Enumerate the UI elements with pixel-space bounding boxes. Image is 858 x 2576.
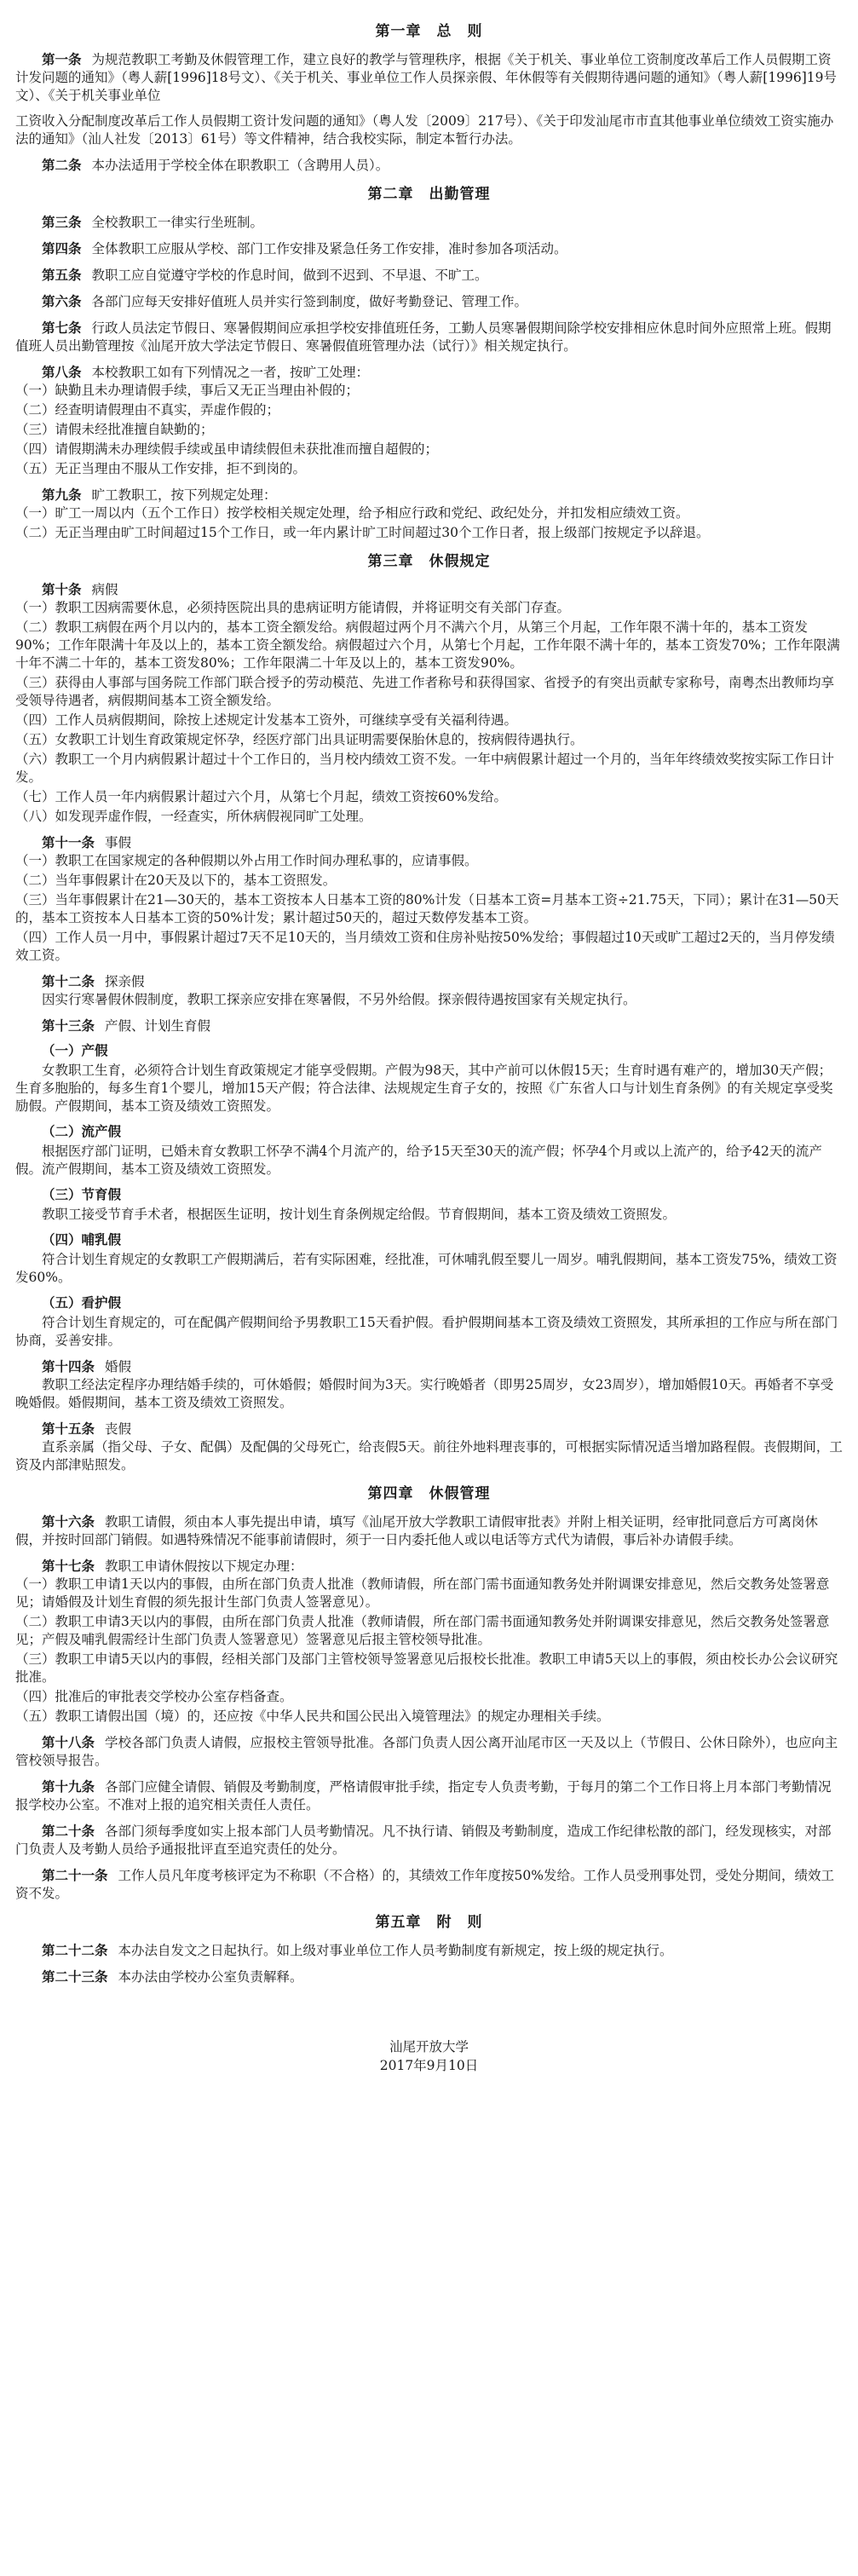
article [15, 319, 843, 355]
list-item: （二）教职工病假在两个月以内的，基本工资全额发给。病假超过两个月不满六个月，从第三个月起，工作年限不满十年的，基本工资发90%；工作年限满十年及以上的，基本工资全额发给。病假超过六个月，从第七个月起，工作年限不满十年的，基本工资发70%；工作年限满十年不满二十年的，基本工资发80%；工作年限满二十年及以上的，基本工资发90%。 [15, 620, 840, 671]
article [15, 972, 843, 1009]
article-number: 第八条 [42, 364, 82, 380]
section-text: 符合计划生育规定的女教职工产假期满后，若有实际困难，经批准，可休哺乳假至婴儿一周岁。哺乳假期间，基本工资发75%，绩效工资发60%。 [15, 1252, 838, 1285]
list-item: （四）批准后的审批表交学校办公室存档备查。 [15, 1689, 293, 1704]
article-number: 第二条 [42, 157, 82, 173]
article [15, 1778, 843, 1814]
article-text: 本校教职工如有下列情况之一者，按旷工处理： [91, 365, 370, 380]
signature-block [15, 2037, 843, 2075]
article-number: 第二十三条 [42, 1968, 108, 1985]
article-number: 第五条 [42, 267, 82, 283]
list-item: （八）如发现弄虚作假，一经查实，所休病假视同旷工处理。 [15, 809, 372, 824]
list-item: （二）无正当理由旷工时间超过15个工作日，或一年内累计旷工时间超过30个工作日者，报上级部门按规定予以辞退。 [15, 525, 710, 540]
section-heading: （五）看护假 [42, 1294, 122, 1311]
article [15, 266, 843, 285]
list-item: （三）教职工申请5天以内的事假，经相关部门及部门主管校领导签署意见后报校长批准。教职工申请5天以上的事假，须由校长办公会议研究批准。 [15, 1651, 838, 1685]
article [15, 363, 843, 478]
article-number: 第十二条 [42, 973, 95, 989]
article-number: 第十九条 [42, 1778, 95, 1795]
article [15, 292, 843, 311]
chapter-title: 第四章 休假管理 [367, 1485, 491, 1502]
article-heading: 事假 [105, 835, 132, 850]
article-text: 工作人员凡年度考核评定为不称职（不合格）的，其绩效工作年度按50%发给。工作人员受刑事处罚，受处分期间，绩效工资不发。 [15, 1868, 834, 1901]
article-text: 各部门应每天安排好值班人员并实行签到制度，做好考勤登记、管理工作。 [91, 294, 528, 309]
article-number: 第二十一条 [42, 1867, 108, 1883]
article-number: 第十条 [42, 581, 82, 597]
chapter-title: 第一章 总 则 [375, 23, 483, 40]
article [15, 1941, 843, 1960]
article-heading: 婚假 [105, 1359, 132, 1374]
article [15, 833, 843, 965]
article-text: 因实行寒暑假休假制度，教职工探亲应安排在寒暑假，不另外给假。探亲假待遇按国家有关规定执行。 [42, 992, 636, 1007]
article-text: 教职工申请休假按以下规定办理： [105, 1559, 303, 1574]
list-item: （五）无正当理由不服从工作安排，拒不到岗的。 [15, 461, 307, 476]
article [15, 486, 843, 542]
article-number: 第九条 [42, 487, 82, 503]
article-heading: 探亲假 [105, 974, 145, 989]
article [15, 1513, 843, 1549]
article-number: 第十三条 [42, 1017, 95, 1034]
list-item: （五）教职工请假出国（境）的，还应按《中华人民共和国公民出入境管理法》的规定办理相关手续。 [15, 1709, 610, 1724]
article-number: 第六条 [42, 293, 82, 309]
list-item: （六）教职工一个月内病假累计超过十个工作日的，当月校内绩效工资不发。一年中病假累计超过一个月的，当年年终绩效奖按实际工作日计发。 [15, 752, 835, 785]
article-number: 第十八条 [42, 1734, 95, 1750]
article-number: 第十七条 [42, 1558, 95, 1574]
list-item: （三）获得由人事部与国务院工作部门联合授予的劳动模范、先进工作者称号和获得国家、省授予的有突出贡献专家称号，南粤杰出教师均享受领导待遇者，病假期间基本工资全额发给。 [15, 675, 835, 708]
section-heading: （三）节育假 [42, 1186, 122, 1202]
section-heading: （一）产假 [42, 1042, 108, 1058]
article [15, 1733, 843, 1770]
article-continuation: 工资收入分配制度改革后工作人员假期工资计发问题的通知》（粤人发〔2009〕217号）、《关于印发汕尾市市直其他事业单位绩效工资实施办法的通知》（汕人社发〔2013〕61号）等文件精神，结合我校实际，制定本暂行办法。 [15, 113, 834, 147]
section-text: 女教职工生育，必须符合计划生育政策规定才能享受假期。产假为98天，其中产前可以休假15天；生育时遇有难产的，增加30天产假；生育多胞胎的，每多生育1个婴儿，增加15天产假；符合法律、法规规定生育子女的，按照《广东省人口与计划生育条例》的有关规定享受奖励假。产假期间，基本工资及绩效工资照发。 [15, 1063, 833, 1114]
article-text: 旷工教职工，按下列规定处理： [91, 487, 277, 503]
issue-date: 2017年9月10日 [379, 2058, 479, 2073]
article [15, 213, 843, 232]
list-item: （一）教职工申请1天以内的事假，由所在部门负责人批准（教师请假，所在部门需书面通知教务处并附调课安排意见，然后交教务处签署意见；请婚假及计划生育假的须先报计生部门负责人签署意见）。 [15, 1576, 830, 1610]
article-number: 第四条 [42, 240, 82, 256]
section-text: 根据医疗部门证明，已婚未育女教职工怀孕不满4个月流产的，给予15天至30天的流产假；怀孕4个月或以上流产的，给予42天的流产假。流产假期间，基本工资及绩效工资照发。 [15, 1144, 822, 1177]
article-text: 为规范教职工考勤及休假管理工作，建立良好的教学与管理秩序，根据《关于机关、事业单位工资制度改革后工作人员假期工资计发问题的通知》（粤人薪[1996]18号文）、《关于机关、事业单位工作人员探亲假、年休假等有关假期待遇问题的通知》（粤人薪[1996]19号文）、《关于机关事业单位 [15, 52, 838, 103]
list-item: （一）教职工在国家规定的各种假期以外占用工作时间办理私事的，应请事假。 [15, 853, 478, 868]
article-text: 教职工应自觉遵守学校的作息时间，做到不迟到、不早退、不旷工。 [91, 268, 488, 283]
article-number: 第十五条 [42, 1421, 95, 1437]
article-text: 本办法适用于学校全体在职教职工（含聘用人员）。 [91, 158, 389, 173]
article-number: 第十四条 [42, 1358, 95, 1374]
article-text: 行政人员法定节假日、寒暑假期间应承担学校安排值班任务，工勤人员寒暑假期间除学校安排相应休息时间外应照常上班。假期值班人员出勤管理按《汕尾开放大学法定节假日、寒暑假值班管理办法（试行）》相关规定执行。 [15, 320, 832, 354]
list-item: （二）当年事假累计在20天及以下的，基本工资照发。 [15, 873, 337, 888]
article-number: 第七条 [42, 320, 82, 336]
article-text: 直系亲属（指父母、子女、配偶）及配偶的父母死亡，给丧假5天。前往外地料理丧事的，可根据实际情况适当增加路程假。丧假期间，工资及内部津贴照发。 [15, 1439, 843, 1472]
list-item: （二）经查明请假理由不真实，弄虚作假的； [15, 402, 280, 418]
article-text: 本办法自发文之日起执行。如上级对事业单位工作人员考勤制度有新规定，按上级的规定执行。 [118, 1943, 673, 1958]
article-text: 学校各部门负责人请假，应报校主管领导批准。各部门负责人因公离开汕尾市区一天及以上（节假日、公休日除外），也应向主管校领导报告。 [15, 1735, 838, 1768]
article-number: 第一条 [42, 51, 82, 67]
article-heading: 病假 [91, 582, 118, 597]
list-item: （一）旷工一周以内（五个工作日）按学校相关规定处理，给予相应行政和党纪、政纪处分，并扣发相应绩效工资。 [15, 505, 689, 521]
section-heading: （四）哺乳假 [42, 1231, 122, 1248]
section-text: 教职工接受节育手术者，根据医生证明，按计划生育条例规定给假。节育假期间，基本工资及绩效工资照发。 [42, 1207, 677, 1222]
list-item: （三）当年事假累计在21—30天的，基本工资按本人日基本工资的80%计发（日基本工资=月基本工资÷21.75天，下同）；累计在31—50天的，基本工资按本人日基本工资的50%计发；累计超过50天的，超过天数停发基本工资。 [15, 892, 839, 925]
article-text: 教职工经法定程序办理结婚手续的，可休婚假；婚假时间为3天。实行晚婚者（即男25周岁，女23周岁），增加婚假10天。再婚者不享受晚婚假。婚假期间，基本工资及绩效工资照发。 [15, 1377, 834, 1410]
article-text: 全校教职工一律实行坐班制。 [91, 215, 264, 230]
list-item: （一）缺勤且未办理请假手续，事后又无正当理由补假的； [15, 383, 360, 398]
article [15, 1420, 843, 1474]
article [15, 1357, 843, 1412]
article-number: 第二十二条 [42, 1942, 108, 1958]
list-item: （三）请假未经批准擅自缺勤的； [15, 422, 214, 437]
article [15, 50, 843, 105]
section-text: 符合计划生育规定的，可在配偶产假期间给予男教职工15天看护假。看护假期间基本工资及绩效工资照发，其所承担的工作应与所在部门协商，妥善安排。 [15, 1315, 838, 1348]
article-number: 第二十条 [42, 1823, 95, 1839]
article-number: 第十一条 [42, 834, 95, 850]
list-item: （五）女教职工计划生育政策规定怀孕，经医疗部门出具证明需要保胎休息的，按病假待遇执行。 [15, 732, 584, 747]
section-heading: （二）流产假 [42, 1123, 122, 1139]
list-item: （四）请假期满未办理续假手续或虽申请续假但未获批准而擅自超假的； [15, 441, 439, 457]
article-text: 各部门应健全请假、销假及考勤制度，严格请假审批手续，指定专人负责考勤，于每月的第二个工作日将上月本部门考勤情况报学校办公室。不准对上报的追究相关责任人责任。 [15, 1779, 832, 1812]
list-item: （四）工作人员一月中，事假累计超过7天不足10天的，当月绩效工资和住房补贴按50%发给；事假超过10天或旷工超过2天的，当月停发绩效工资。 [15, 930, 835, 963]
article [15, 1822, 843, 1859]
article [15, 156, 843, 175]
article [15, 1866, 843, 1903]
article-text: 全体教职工应服从学校、部门工作安排及紧急任务工作安排，准时参加各项活动。 [91, 241, 567, 256]
article [15, 580, 843, 826]
article-number: 第十六条 [42, 1513, 95, 1530]
article [15, 239, 843, 258]
issuing-organization: 汕尾开放大学 [389, 2039, 469, 2054]
article [15, 1557, 843, 1726]
article [15, 1017, 843, 1350]
chapter-title: 第三章 休假规定 [367, 553, 491, 570]
article-number: 第三条 [42, 214, 82, 230]
chapter-title: 第五章 附 则 [375, 1914, 483, 1931]
article-text: 教职工请假，须由本人事先提出申请，填写《汕尾开放大学教职工请假审批表》并附上相关证明，经审批同意后方可离岗休假，并按时回部门销假。如遇特殊情况不能事前请假时，须于一日内委托他人或以电话等方式代为请假，事后补办请假手续。 [15, 1514, 819, 1547]
list-item: （四）工作人员病假期间，除按上述规定计发基本工资外，可继续享受有关福利待遇。 [15, 712, 518, 728]
list-item: （七）工作人员一年内病假累计超过六个月，从第七个月起，绩效工资按60%发给。 [15, 789, 507, 804]
list-item: （二）教职工申请3天以内的事假，由所在部门负责人批准（教师请假，所在部门需书面通知教务处并附调课安排意见，然后交教务处签署意见；产假及哺乳假需经计生部门负责人签署意见）签署意见后报主管校领导批准。 [15, 1614, 830, 1647]
article-text: 各部门须每季度如实上报本部门人员考勤情况。凡不执行请、销假及考勤制度，造成工作纪律松散的部门，经发现核实，对部门负责人及考勤人员给予通报批评直至追究责任的处分。 [15, 1824, 832, 1857]
article-heading: 产假、计划生育假 [105, 1018, 211, 1034]
article-heading: 丧假 [105, 1421, 132, 1437]
article [15, 1968, 843, 1986]
article-text: 本办法由学校办公室负责解释。 [118, 1969, 303, 1985]
chapter-title: 第二章 出勤管理 [367, 186, 491, 203]
list-item: （一）教职工因病需要休息，必须持医院出具的患病证明方能请假，并将证明交有关部门存查。 [15, 600, 571, 615]
